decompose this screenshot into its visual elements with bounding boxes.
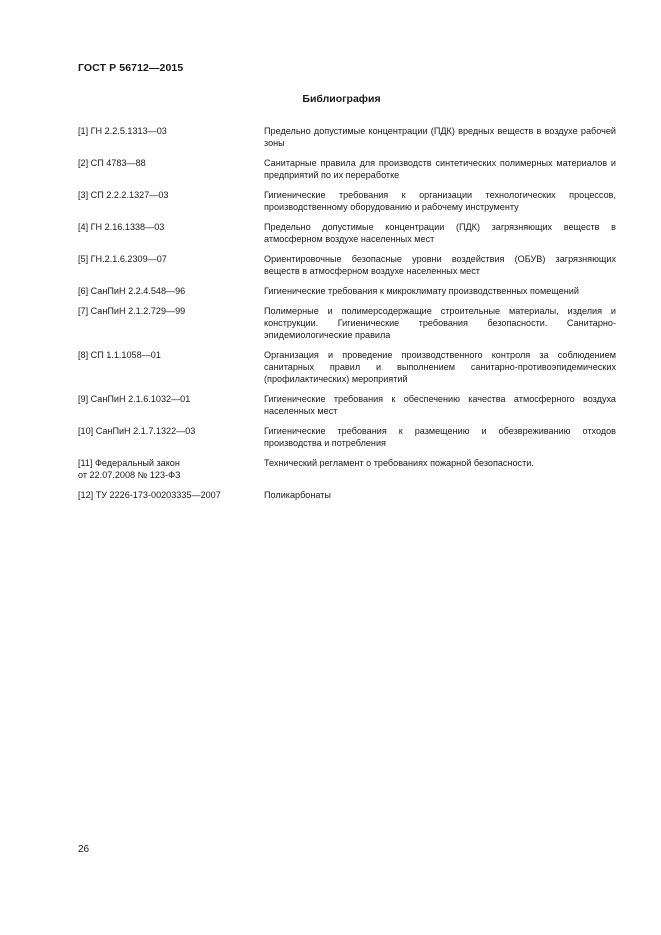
bibliography-title-text: Организация и проведение производственного контроля за соблюдением санитарных правил и выполнением санитарно-противоэпидемических (профилактических) мероприятий: [264, 350, 616, 384]
bibliography-title-text: Санитарные правила для производств синтетических полимерных материалов и предприятий по их переработке: [264, 158, 616, 180]
bibliography-reference: [11] Федеральный закон от 22.07.2008 № 123-ФЗ: [78, 458, 181, 480]
page-number: 26: [78, 844, 90, 855]
bibliography-reference: [2] СП 4783—88: [78, 158, 146, 168]
bibliography-title-text: Предельно допустимые концентрации (ПДК) вредных веществ в воздухе рабочей зоны: [264, 126, 616, 148]
bibliography-reference: [3] СП 2.2.2.1327—03: [78, 190, 169, 200]
bibliography-title-text: Гигиенические требования к размещению и обезвреживанию отходов производства и потребления: [264, 426, 616, 448]
bibliography-entry: [78, 189, 618, 213]
bibliography-entry: [78, 125, 618, 149]
bibliography-entry: [78, 285, 618, 297]
bibliography-entry: [78, 305, 618, 341]
bibliography-title-text: Поликарбонаты: [264, 490, 331, 500]
bibliography-reference: [8] СП 1.1.1058—01: [78, 350, 161, 360]
bibliography-entry: [78, 157, 618, 181]
bibliography-title-text: Гигиенические требования к обеспечению качества атмосферного воздуха населенных мест: [264, 394, 616, 416]
bibliography-title-text: Полимерные и полимерсодержащие строительные материалы, изделия и конструкции. Гигиенические требования безопасности. Санитарно-эпидемиологические правила: [264, 306, 616, 340]
bibliography-title-text: Предельно допустимые концентрации (ПДК) загрязняющих веществ в атмосферном воздухе населенных мест: [264, 222, 616, 244]
bibliography-title-text: Технический регламент о требованиях пожарной безопасности.: [264, 458, 534, 468]
bibliography-entry: [78, 489, 618, 501]
bibliography-entry: [78, 253, 618, 277]
bibliography-title-text: Гигиенические требования к микроклимату производственных помещений: [264, 286, 579, 296]
bibliography-entry: [78, 393, 618, 417]
document-standard-header: ГОСТ Р 56712—2015: [78, 62, 184, 74]
bibliography-reference: [1] ГН 2.2.5.1313—03: [78, 126, 167, 136]
bibliography-reference: [6] СанПиН 2.2.4.548—96: [78, 286, 186, 296]
bibliography-entry: [78, 425, 618, 449]
bibliography-title-text: Гигиенические требования к организации технологических процессов, производственному оборудованию и рабочему инструменту: [264, 190, 616, 212]
bibliography-reference: [7] СанПиН 2.1.2.729—99: [78, 306, 186, 316]
bibliography-reference: [12] ТУ 2226-173-00203335—2007: [78, 490, 221, 500]
bibliography-reference: [4] ГН 2.16.1338—03: [78, 222, 165, 232]
bibliography-reference: [9] СанПиН 2.1.6.1032—01: [78, 394, 191, 404]
bibliography-title: Библиография: [302, 93, 381, 105]
bibliography-reference: [5] ГН.2.1.6.2309—07: [78, 254, 167, 264]
bibliography-entry: [78, 457, 618, 481]
bibliography-title-text: Ориентировочные безопасные уровни воздействия (ОБУВ) загрязняющих веществ в атмосферном воздухе населенных мест: [264, 254, 616, 276]
bibliography-reference: [10] СанПиН 2.1.7.1322—03: [78, 426, 196, 436]
bibliography-entry: [78, 349, 618, 385]
bibliography-list: [78, 125, 618, 509]
bibliography-entry: [78, 221, 618, 245]
